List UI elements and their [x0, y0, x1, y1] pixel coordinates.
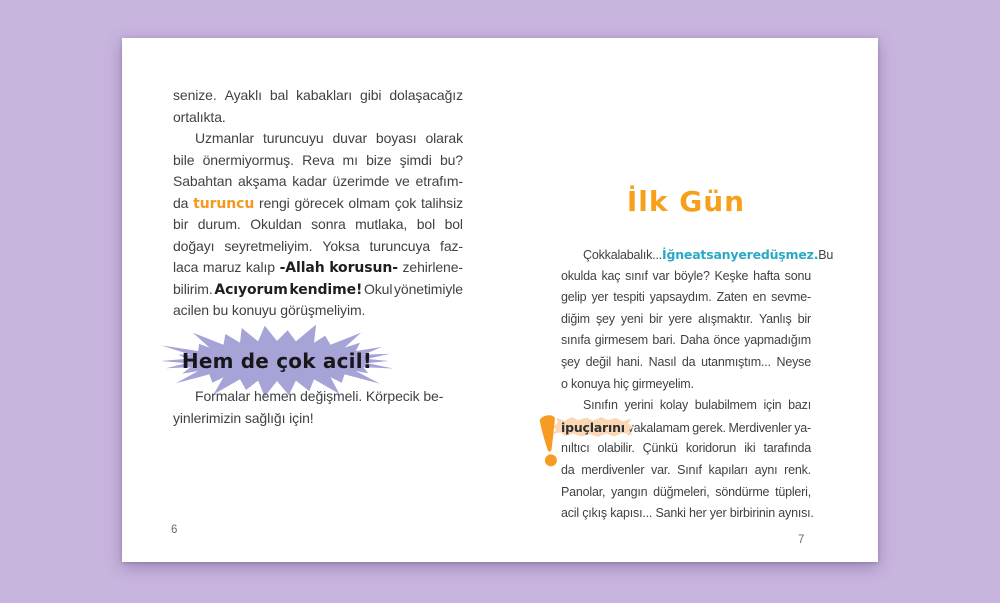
text-line — [173, 408, 463, 430]
word: da — [173, 194, 189, 211]
word: ipuçlarını — [561, 417, 625, 439]
text-line — [561, 417, 811, 439]
word: Nasıl — [648, 354, 677, 369]
word: turuncuyu — [263, 130, 324, 146]
word: bari. — [652, 333, 676, 348]
word: olabilir. — [597, 441, 635, 456]
word: üzerimde — [332, 173, 390, 189]
word: seyretmeliyim. — [224, 237, 313, 254]
word: kadar — [292, 173, 327, 189]
word: sevme- — [771, 290, 811, 305]
text-segment: yinlerimizin sağlığı için! — [173, 409, 314, 426]
word: Okuldan — [250, 216, 302, 232]
word: Keşke — [714, 268, 749, 283]
word: gibi — [360, 87, 382, 103]
word: sonu — [784, 268, 811, 283]
text-line — [561, 460, 811, 482]
word: sınıf — [625, 268, 648, 283]
word: yeni — [620, 311, 644, 326]
text-line — [173, 107, 463, 129]
text-line — [173, 128, 463, 150]
text-line — [561, 482, 811, 504]
word: Sınıf — [677, 462, 702, 477]
word: yere — [668, 311, 693, 326]
text-segment: ortalıkta. — [173, 108, 226, 125]
word: Reva — [302, 151, 335, 168]
word: değil — [585, 354, 612, 369]
chapter-title: İlk Gün — [626, 184, 746, 218]
speech-burst-text: Hem de çok acil! — [181, 349, 373, 373]
word: rengi — [259, 194, 290, 211]
word: İğne — [662, 247, 693, 262]
word: boyası — [375, 130, 417, 146]
word: mı — [342, 151, 358, 168]
right-page-text-column — [561, 244, 834, 525]
word: yer — [591, 290, 609, 305]
page-number-left: 6 — [171, 524, 178, 536]
word: tarafında — [763, 441, 811, 456]
word: yakalamam — [627, 420, 690, 435]
word: Yanlış — [758, 311, 792, 326]
word: zehirlene- — [402, 259, 463, 275]
word: kaç — [601, 268, 621, 283]
word: olmam — [348, 194, 390, 211]
word: bol — [416, 216, 436, 232]
text-line — [173, 386, 463, 408]
text-segment: Formalar hemen değişmeli. Körpecik be- — [195, 388, 444, 404]
word: için — [763, 398, 782, 413]
word: yerini — [624, 398, 654, 413]
word: koridorun — [685, 441, 737, 456]
word: tüpleri, — [775, 484, 811, 499]
text-line — [173, 85, 463, 107]
text-line — [561, 330, 811, 352]
word: Okul — [363, 280, 393, 297]
word: Merdivenler — [728, 420, 792, 435]
word: Zaten — [716, 290, 748, 305]
word: Bu — [818, 248, 834, 262]
word: var — [652, 268, 670, 283]
text-line — [561, 395, 811, 417]
word: kendime! — [289, 281, 363, 298]
word: etrafım- — [415, 173, 463, 189]
word: Daha — [680, 333, 710, 348]
word: çok — [394, 194, 417, 211]
word: böyle? — [674, 268, 710, 283]
word: yapsaydım. — [649, 290, 712, 305]
word: Neyse — [776, 354, 811, 369]
word: kalıp — [245, 259, 275, 275]
word: bulabilmem — [694, 398, 757, 413]
word: düğmeleri, — [653, 484, 710, 499]
word: senize. — [173, 87, 217, 103]
word: maruz — [202, 259, 242, 275]
word: hani. — [616, 354, 643, 369]
text-line — [173, 193, 463, 215]
word: turuncu — [193, 195, 255, 212]
word: doğayı — [173, 237, 215, 254]
word: okulda — [561, 268, 597, 283]
word: kabakları — [296, 87, 353, 103]
word: sonra — [311, 216, 346, 232]
text-line — [561, 352, 811, 374]
word: bazı — [788, 398, 811, 413]
word: bir — [649, 311, 663, 326]
word: Acıyorum — [214, 281, 288, 298]
word: iki — [744, 441, 756, 456]
word: alışmaktır. — [698, 311, 753, 326]
word: olarak — [425, 130, 463, 146]
word: en — [752, 290, 767, 305]
text-line — [173, 171, 463, 193]
word: Sabahtan — [173, 173, 233, 189]
page-number-right: 7 — [798, 534, 805, 546]
word: turuncuya — [369, 237, 431, 254]
word: duvar — [332, 130, 368, 146]
word: yönetimiyle — [394, 280, 463, 297]
word: Yoksa — [322, 237, 360, 254]
word: gerek. — [692, 420, 726, 435]
word: Sınıfın — [583, 398, 618, 413]
word: korusun- — [329, 260, 398, 276]
word: şimdi — [399, 151, 432, 168]
word: bu? — [439, 151, 463, 168]
word: talihsiz — [421, 194, 463, 211]
word: Ayaklı — [224, 87, 262, 103]
text-line — [173, 236, 463, 258]
word: Çünkü — [642, 441, 678, 456]
word: mutlaka, — [355, 216, 408, 232]
left-page-text-column — [173, 85, 463, 322]
word: aynı — [754, 462, 778, 477]
word: Uzmanlar — [195, 130, 255, 146]
word: laca — [173, 259, 199, 275]
word: önermiyormuş. — [202, 151, 294, 168]
word: utanmıştım... — [701, 354, 771, 369]
word: ve — [395, 173, 410, 189]
word: şey — [595, 311, 615, 326]
text-segment: acil çıkış kapısı... Sanki her yer birbirinin aynısı. — [561, 506, 814, 521]
word: düşmez. — [760, 247, 819, 262]
word: bilirim. — [173, 280, 213, 297]
word: girmesem — [594, 333, 649, 348]
word: renk. — [784, 462, 811, 477]
word: bize — [366, 151, 392, 168]
word: kapıları — [708, 462, 748, 477]
word: yangın — [611, 484, 648, 499]
word: ya- — [794, 420, 811, 435]
word: dolaşacağız — [389, 87, 463, 103]
word: Çok — [583, 248, 605, 262]
word: atsan — [692, 247, 731, 262]
word: bir — [797, 311, 811, 326]
word: diğim — [561, 311, 590, 326]
word: yere — [730, 247, 761, 262]
word: kolay — [659, 398, 689, 413]
word: önce — [713, 333, 740, 348]
word: merdivenler — [581, 462, 645, 477]
left-page-closing-paragraph — [173, 386, 463, 429]
text-line — [173, 279, 463, 301]
text-line — [561, 309, 811, 331]
word: bal — [269, 87, 289, 103]
text-line — [173, 300, 463, 322]
word: akşama — [237, 173, 287, 189]
word: kalabalık... — [604, 248, 662, 262]
text-segment: acilen bu konuyu görüşmeliyim. — [173, 302, 366, 318]
word: bir — [173, 216, 189, 232]
word: Panolar, — [561, 484, 606, 499]
text-line — [561, 266, 811, 288]
text-line — [561, 438, 811, 460]
book-spread — [122, 38, 878, 562]
word: bile — [173, 151, 195, 168]
text-segment: o konuya hiç girmeyelim. — [561, 376, 694, 391]
word: söndürme — [715, 484, 770, 499]
word: da — [561, 462, 575, 477]
text-line — [561, 374, 811, 396]
word: tespiti — [613, 290, 645, 305]
word: da — [681, 354, 696, 369]
word: şey — [561, 354, 580, 369]
word: faz- — [440, 237, 463, 254]
text-line — [561, 503, 814, 525]
word: durum. — [197, 216, 241, 232]
text-line — [173, 214, 463, 236]
word: hafta — [753, 268, 780, 283]
word: yapmadığım — [744, 333, 811, 348]
word: nıltıcı — [561, 441, 590, 456]
text-line — [173, 150, 463, 172]
word: var. — [651, 462, 671, 477]
word: -Allah — [279, 260, 325, 276]
word: gelip — [561, 290, 587, 305]
word: bol — [444, 216, 463, 232]
word: sınıfa — [561, 333, 591, 348]
word: görecek — [294, 194, 344, 211]
text-line — [561, 244, 834, 266]
text-line — [173, 257, 463, 279]
text-line — [561, 287, 811, 309]
